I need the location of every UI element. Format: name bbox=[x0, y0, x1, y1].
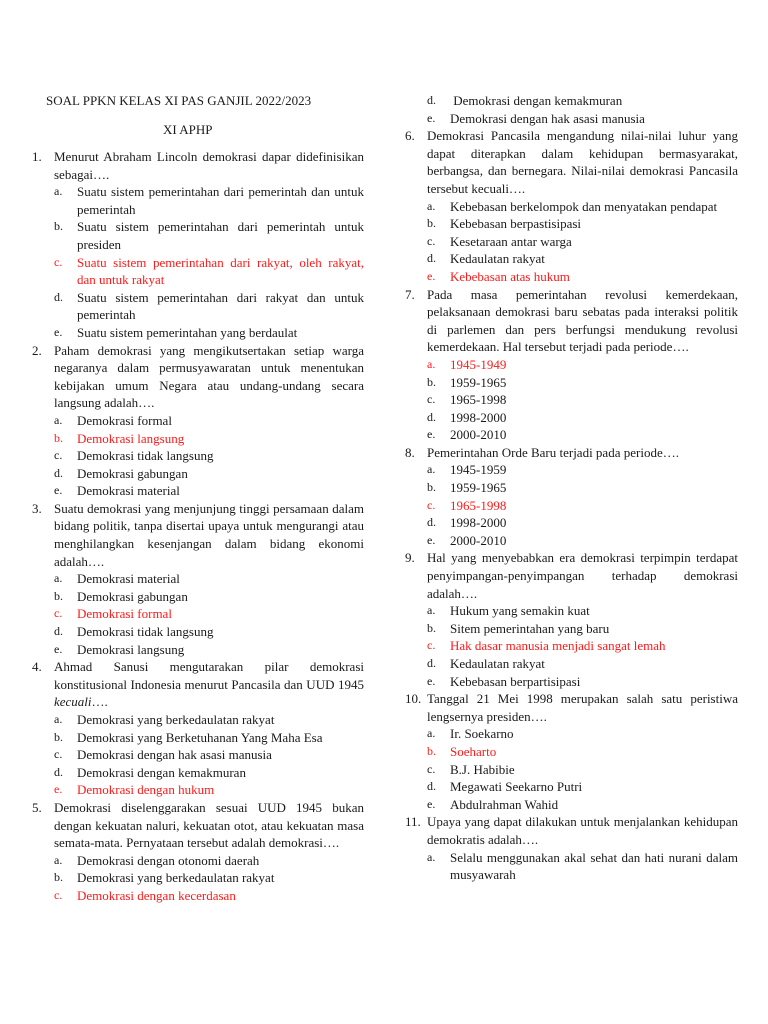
option-11a bbox=[405, 849, 738, 884]
option-letter: b. bbox=[54, 729, 63, 744]
option-letter: c. bbox=[54, 606, 63, 621]
option-text: Demokrasi dengan kemakmuran bbox=[77, 764, 246, 780]
option-letter: a. bbox=[427, 603, 436, 618]
question-text-end: …. bbox=[91, 694, 108, 710]
option-letter: a. bbox=[54, 712, 63, 726]
question-number: 9. bbox=[405, 550, 415, 566]
option-5b bbox=[32, 869, 364, 887]
option-text: 2000-2010 bbox=[450, 532, 507, 548]
option-letter: a. bbox=[427, 356, 436, 371]
question-number: 6. bbox=[405, 128, 415, 144]
option-5a bbox=[32, 852, 364, 870]
question-5 bbox=[32, 799, 364, 852]
option-letter: a. bbox=[54, 571, 63, 586]
option-6e-answer bbox=[405, 268, 738, 286]
option-2a bbox=[32, 412, 364, 430]
option-letter: b. bbox=[54, 870, 63, 885]
option-8e bbox=[405, 532, 738, 550]
option-text: Demokrasi dengan hak asasi manusia bbox=[77, 747, 272, 763]
option-4b bbox=[32, 729, 364, 747]
option-letter: d. bbox=[427, 251, 436, 266]
option-letter: a. bbox=[54, 412, 63, 427]
question-number: 4. bbox=[32, 659, 42, 675]
option-letter: c. bbox=[427, 761, 436, 776]
question-6 bbox=[405, 127, 738, 197]
option-letter: d. bbox=[54, 764, 63, 779]
option-5e bbox=[405, 110, 738, 128]
option-text: Demokrasi langsung bbox=[77, 430, 185, 446]
option-text: Demokrasi dengan otonomi daerah bbox=[77, 852, 260, 868]
option-text: Demokrasi dengan hak asasi manusia bbox=[450, 110, 645, 126]
option-letter: e. bbox=[54, 782, 63, 797]
option-text: Demokrasi formal bbox=[77, 606, 172, 622]
option-letter: a. bbox=[54, 852, 63, 867]
question-3 bbox=[32, 500, 364, 570]
option-letter: a. bbox=[427, 198, 436, 213]
option-text: Kebebasan atas hukum bbox=[450, 268, 570, 284]
option-text: Suatu sistem pemerintahan dari rakyat, oleh rakyat, dan untuk rakyat bbox=[77, 254, 364, 288]
option-3e bbox=[32, 641, 364, 659]
option-1a bbox=[32, 183, 364, 218]
option-letter: a. bbox=[427, 462, 436, 477]
option-5d bbox=[405, 92, 738, 110]
option-text: Demokrasi yang berkedaulatan rakyat bbox=[77, 712, 275, 727]
option-6b bbox=[405, 215, 738, 233]
option-letter: c. bbox=[427, 392, 436, 407]
option-text: Demokrasi material bbox=[77, 571, 180, 587]
option-letter: b. bbox=[427, 480, 436, 495]
option-letter: b. bbox=[427, 743, 436, 758]
option-letter: c. bbox=[54, 254, 63, 269]
option-text: Kebebasan berpastisipasi bbox=[450, 216, 582, 232]
option-letter: b. bbox=[427, 620, 436, 635]
question-text: Demokrasi Pancasila mengandung nilai-nilai luhur yang dapat diterapkan dalam kehidupan bermasyarakat, berbangsa, dan bernegara. Nilai-nilai demokrasi Pancasila tersebut kecuali…. bbox=[427, 128, 738, 196]
option-text: Selalu menggunakan akal sehat dan hati nurani dalam musyawarah bbox=[450, 849, 738, 883]
option-text: B.J. Habibie bbox=[450, 761, 515, 777]
option-1c-answer bbox=[32, 254, 364, 289]
option-letter: d. bbox=[427, 93, 436, 107]
option-text: Demokrasi yang berkedaulatan rakyat bbox=[77, 870, 275, 886]
question-1 bbox=[32, 148, 364, 183]
question-text: Demokrasi diselenggarakan sesuai UUD 1945 bukan dengan kekuatan naluri, kekuatan otot, atau kekuatan masa semata-mata. Pernyataan tersebut adalah demokrasi…. bbox=[54, 799, 364, 851]
class-subtitle: XI APHP bbox=[163, 122, 213, 137]
option-text: Megawati Seekarno Putri bbox=[450, 779, 583, 795]
option-letter: b. bbox=[54, 430, 63, 445]
question-number: 5. bbox=[32, 799, 42, 815]
option-6c bbox=[405, 233, 738, 251]
option-2e bbox=[32, 482, 364, 500]
question-number: 3. bbox=[32, 500, 42, 516]
question-text: Suatu demokrasi yang menjunjung tinggi persamaan dalam bidang politik, tanpa disertai upaya untuk mengurangi atau menghilangkan kesenjangan dalam bidang ekonomi adalah…. bbox=[54, 500, 364, 569]
option-8a bbox=[405, 461, 738, 479]
option-4d bbox=[32, 764, 364, 782]
option-letter: a. bbox=[427, 726, 436, 741]
option-letter: c. bbox=[427, 233, 436, 248]
option-10c bbox=[405, 761, 738, 779]
option-letter: a. bbox=[427, 849, 436, 864]
option-2c bbox=[32, 447, 364, 465]
question-8 bbox=[405, 444, 738, 462]
option-10b-answer bbox=[405, 743, 738, 761]
option-text: 1965-1998 bbox=[450, 392, 507, 408]
option-10a bbox=[405, 725, 738, 743]
option-letter: e. bbox=[54, 641, 63, 656]
option-letter: a. bbox=[54, 184, 63, 199]
option-text: Demokrasi langsung bbox=[77, 641, 185, 657]
option-9c-answer bbox=[405, 637, 738, 655]
option-text: Demokrasi tidak langsung bbox=[77, 448, 214, 464]
option-text: Kebebasan berkelompok dan menyatakan pendapat bbox=[450, 198, 718, 214]
option-text: Kebebasan berpartisipasi bbox=[450, 673, 581, 689]
option-text: Demokrasi dengan hukum bbox=[77, 782, 215, 798]
question-text: Paham demokrasi yang mengikutsertakan setiap warga negaranya dalam permusyawaratan untuk menentukan kebijakan umum Negara atau undang-undang secara langsung adalah…. bbox=[54, 342, 364, 411]
option-letter: b. bbox=[427, 374, 436, 389]
option-3d bbox=[32, 623, 364, 641]
option-4c bbox=[32, 746, 364, 764]
question-number: 2. bbox=[32, 342, 42, 358]
option-text: Soeharto bbox=[450, 743, 497, 759]
option-text: Ir. Soekarno bbox=[450, 726, 514, 742]
option-text: 1998-2000 bbox=[450, 409, 507, 425]
option-3a bbox=[32, 570, 364, 588]
option-text: Demokrasi gabungan bbox=[77, 465, 188, 481]
option-text: 1959-1965 bbox=[450, 480, 507, 496]
question-text: Menurut Abraham Lincoln demokrasi dapar didefinisikan sebagai…. bbox=[54, 149, 364, 182]
option-7a-answer bbox=[405, 356, 738, 374]
option-letter: d. bbox=[427, 656, 436, 670]
option-letter: e. bbox=[427, 673, 436, 688]
option-9b bbox=[405, 620, 738, 638]
option-4e-answer bbox=[32, 781, 364, 799]
option-letter: d. bbox=[427, 515, 436, 530]
left-column bbox=[32, 148, 364, 905]
option-7e bbox=[405, 426, 738, 444]
option-text: Hak dasar manusia menjadi sangat lemah bbox=[450, 638, 666, 654]
option-text: Hukum yang semakin kuat bbox=[450, 603, 590, 619]
option-9d bbox=[405, 655, 738, 673]
option-letter: e. bbox=[54, 483, 63, 498]
option-letter: e. bbox=[427, 268, 436, 283]
option-8c-answer bbox=[405, 497, 738, 515]
option-text: Demokrasi dengan kecerdasan bbox=[77, 887, 236, 903]
option-text: Kedaulatan rakyat bbox=[450, 656, 545, 671]
option-text: Kesetaraan antar warga bbox=[450, 233, 572, 249]
option-text: 2000-2010 bbox=[450, 427, 507, 443]
option-7c bbox=[405, 391, 738, 409]
question-number: 11. bbox=[405, 814, 421, 830]
question-2 bbox=[32, 342, 364, 412]
option-10e bbox=[405, 796, 738, 814]
option-text: Sitem pemerintahan yang baru bbox=[450, 620, 610, 636]
question-number: 10. bbox=[405, 691, 422, 707]
option-7b bbox=[405, 374, 738, 392]
option-text: Kedaulatan rakyat bbox=[450, 251, 545, 267]
option-letter: c. bbox=[54, 747, 63, 762]
option-9e bbox=[405, 673, 738, 691]
option-3c-answer bbox=[32, 605, 364, 623]
option-letter: d. bbox=[427, 779, 436, 794]
question-9 bbox=[405, 549, 738, 602]
option-letter: e. bbox=[427, 110, 436, 125]
option-letter: e. bbox=[427, 427, 436, 442]
option-text: 1998-2000 bbox=[450, 515, 507, 531]
option-text: Abdulrahman Wahid bbox=[450, 796, 559, 812]
option-text: Suatu sistem pemerintahan dari pemerintah dan untuk pemerintah bbox=[77, 184, 364, 217]
option-2b-answer bbox=[32, 430, 364, 448]
question-number: 1. bbox=[32, 149, 42, 164]
question-number: 7. bbox=[405, 286, 415, 302]
option-letter: c. bbox=[427, 638, 436, 653]
option-text: 1959-1965 bbox=[450, 374, 507, 390]
option-7d bbox=[405, 409, 738, 427]
option-letter: d. bbox=[54, 465, 63, 480]
question-10 bbox=[405, 690, 738, 725]
option-1b bbox=[32, 218, 364, 253]
option-text: Demokrasi tidak langsung bbox=[77, 624, 214, 640]
question-text: Pemerintahan Orde Baru terjadi pada periode…. bbox=[427, 444, 679, 460]
option-text: Demokrasi dengan kemakmuran bbox=[450, 93, 623, 108]
option-text: Suatu sistem pemerintahan yang berdaulat bbox=[77, 324, 298, 340]
option-text: Suatu sistem pemerintahan dari pemerintah untuk presiden bbox=[77, 219, 364, 252]
option-3b bbox=[32, 588, 364, 606]
option-6a bbox=[405, 198, 738, 216]
option-letter: b. bbox=[427, 216, 436, 231]
option-text: Demokrasi formal bbox=[77, 412, 172, 428]
option-text: Demokrasi yang Berketuhanan Yang Maha Esa bbox=[77, 729, 323, 745]
option-letter: c. bbox=[54, 887, 63, 902]
question-text: Hal yang menyebabkan era demokrasi terpimpin terdapat penyimpangan-penyimpangan terhadap demokrasi adalah…. bbox=[427, 550, 738, 601]
question-number: 8. bbox=[405, 444, 415, 460]
option-2d bbox=[32, 465, 364, 483]
option-8d bbox=[405, 514, 738, 532]
option-text: 1945-1959 bbox=[450, 462, 507, 478]
question-text-italic: kecuali bbox=[54, 694, 92, 710]
option-letter: e. bbox=[54, 324, 63, 339]
question-text: Pada masa pemerintahan revolusi kemerdekaan, pelaksanaan demokrasi baru sebatas pada interaksi politik di parlemen dan pers berfungsi mendukung revolusi kemerdekaan. Hal tersebut terjadi pada periode…. bbox=[427, 286, 738, 355]
option-letter: c. bbox=[54, 448, 63, 463]
right-column bbox=[405, 92, 738, 884]
option-9a bbox=[405, 602, 738, 620]
question-11 bbox=[405, 813, 738, 848]
option-letter: d. bbox=[427, 409, 436, 424]
option-1e bbox=[32, 324, 364, 342]
question-text-main: Ahmad Sanusi mengutarakan pilar demokrasi konstitusional Indonesia menurut Pancasila dan UUD 1945 bbox=[54, 659, 364, 692]
page-title: SOAL PPKN KELAS XI PAS GANJIL 2022/2023 bbox=[46, 93, 312, 108]
question-text: Tanggal 21 Mei 1998 merupakan salah satu peristiwa lengsernya presiden…. bbox=[427, 691, 738, 724]
option-letter: e. bbox=[427, 796, 436, 811]
option-4a bbox=[32, 711, 364, 729]
question-text bbox=[54, 658, 364, 711]
option-5c-answer bbox=[32, 887, 364, 905]
question-text: Upaya yang dapat dilakukan untuk menjalankan kehidupan demokratis adalah…. bbox=[427, 814, 738, 847]
option-letter: d. bbox=[54, 624, 63, 639]
option-text: 1945-1949 bbox=[450, 356, 507, 372]
question-4 bbox=[32, 658, 364, 711]
option-letter: b. bbox=[54, 219, 63, 234]
option-text: Suatu sistem pemerintahan dari rakyat dan untuk pemerintah bbox=[77, 289, 364, 323]
option-8b bbox=[405, 479, 738, 497]
option-text: Demokrasi material bbox=[77, 483, 180, 499]
option-6d bbox=[405, 250, 738, 268]
option-text: 1965-1998 bbox=[450, 497, 507, 513]
option-letter: c. bbox=[427, 497, 436, 512]
option-text: Demokrasi gabungan bbox=[77, 588, 188, 604]
option-letter: e. bbox=[427, 532, 436, 547]
option-letter: b. bbox=[54, 588, 63, 603]
option-letter: d. bbox=[54, 289, 63, 304]
question-7 bbox=[405, 286, 738, 356]
option-1d bbox=[32, 289, 364, 324]
option-10d bbox=[405, 778, 738, 796]
